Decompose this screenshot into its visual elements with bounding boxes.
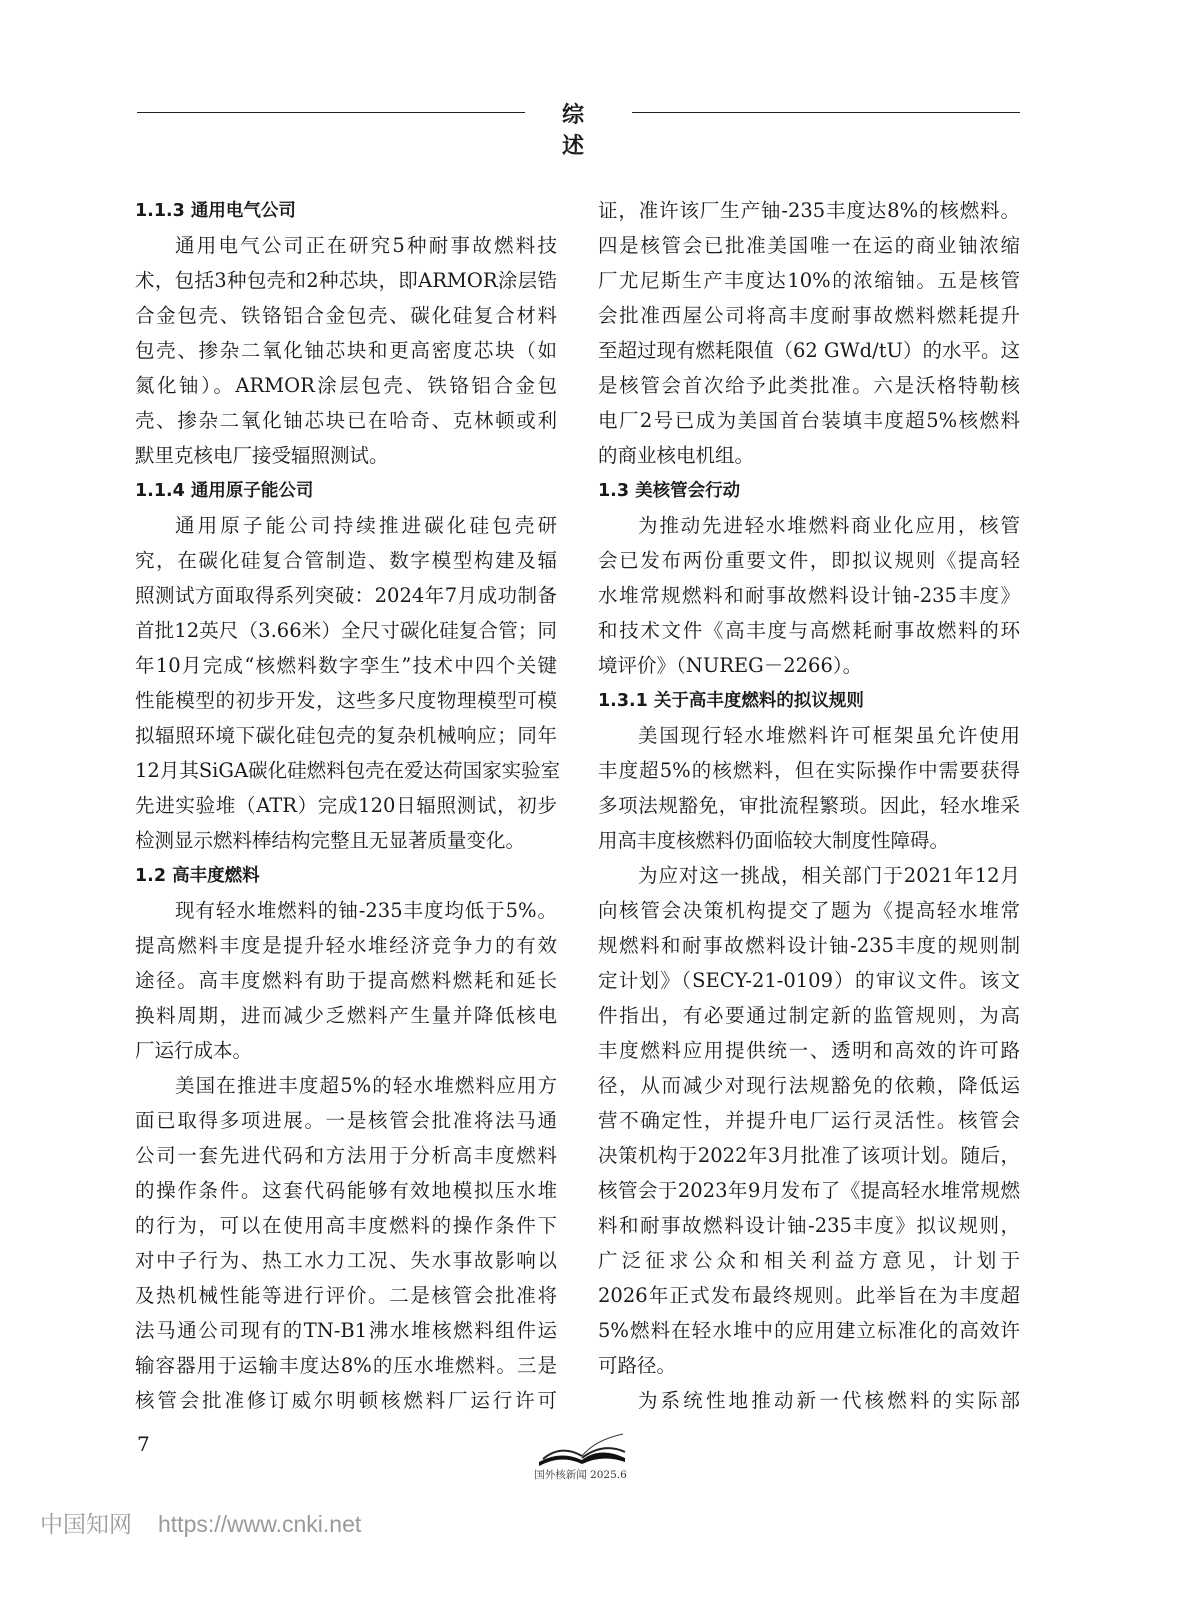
paragraph-line: 厂尤尼斯生产丰度达10%的浓缩铀。五是核管: [598, 269, 1020, 292]
paragraph-line: 为推动先进轻水堆燃料商业化应用，核管: [638, 514, 1020, 537]
paragraph-line: 会已发布两份重要文件，即拟议规则《提高轻: [598, 549, 1020, 572]
paragraph-line: 提高燃料丰度是提升轻水堆经济竞争力的有效: [135, 934, 557, 957]
paragraph-line: 首批12英尺（3.66米）全尺寸碳化硅复合管；同: [135, 619, 557, 642]
paragraph-line: 营不确定性，并提升电厂运行灵活性。核管会: [598, 1109, 1020, 1132]
paragraph-line: 核管会批准修订威尔明顿核燃料厂运行许可: [135, 1389, 557, 1412]
header-rule-right: [632, 112, 1020, 113]
page-number: 7: [137, 1432, 150, 1456]
paragraph-line: 拟辐照环境下碳化硅包壳的复杂机械响应；同年: [135, 724, 557, 747]
watermark-url: https://www.cnki.net: [158, 1511, 362, 1537]
paragraph-line: 的操作条件。这套代码能够有效地模拟压水堆: [135, 1179, 557, 1202]
paragraph-line: 广泛征求公众和相关利益方意见，计划于: [598, 1249, 1020, 1272]
paragraph-line: 先进实验堆（ATR）完成120日辐照测试，初步: [135, 794, 557, 817]
paragraph-line: 美国现行轻水堆燃料许可框架虽允许使用: [638, 724, 1020, 747]
paragraph-line: 为系统性地推动新一代核燃料的实际部: [638, 1389, 1020, 1412]
paragraph-line: 术，包括3种包壳和2种芯块，即ARMOR涂层锆: [135, 269, 557, 292]
paragraph-line: 用高丰度核燃料仍面临较大制度性障碍。: [598, 829, 950, 852]
paragraph-line: 向核管会决策机构提交了题为《提高轻水堆常: [598, 899, 1020, 922]
paragraph-line: 检测显示燃料棒结构完整且无显著质量变化。: [135, 829, 526, 852]
left-column: [135, 196, 561, 1421]
paragraph-line: 面已取得多项进展。一是核管会批准将法马通: [135, 1109, 557, 1132]
paragraph-line: 年10月完成“核燃料数字孪生”技术中四个关键: [135, 654, 557, 677]
paragraph-line: 合金包壳、铁铬铝合金包壳、碳化硅复合材料: [135, 304, 557, 327]
paragraph-line: 5%燃料在轻水堆中的应用建立标准化的高效许: [598, 1319, 1020, 1342]
paragraph-line: 及热机械性能等进行评价。二是核管会批准将: [135, 1284, 557, 1307]
paragraph-line: 为应对这一挑战，相关部门于2021年12月: [638, 864, 1020, 887]
paragraph-line: 规燃料和耐事故燃料设计铀-235丰度的规则制: [598, 934, 1020, 957]
paragraph-line: 和技术文件《高丰度与高燃耗耐事故燃料的环: [598, 619, 1020, 642]
paragraph-line: 氮化铀）。ARMOR涂层包壳、铁铬铝合金包: [135, 374, 557, 397]
paragraph-line: 公司一套先进代码和方法用于分析高丰度燃料: [135, 1144, 557, 1167]
paragraph-line: 究，在碳化硅复合管制造、数字模型构建及辐: [135, 549, 557, 572]
header-rule-left: [137, 112, 525, 113]
paragraph-line: 默里克核电厂接受辐照测试。: [135, 444, 389, 467]
paragraph-line: 厂运行成本。: [135, 1039, 253, 1062]
section-heading: 1.1.4 通用原子能公司: [135, 481, 314, 501]
paragraph-line: 美国在推进丰度超5%的轻水堆燃料应用方: [175, 1074, 557, 1097]
paragraph-line: 电厂2号已成为美国首台装填丰度超5%核燃料: [598, 409, 1020, 432]
paragraph-line: 会批准西屋公司将高丰度耐事故燃料燃耗提升: [598, 304, 1020, 327]
section-heading: 1.2 高丰度燃料: [135, 866, 260, 886]
paragraph-line: 定计划》（SECY-21-0109）的审议文件。该文: [598, 969, 1020, 992]
paragraph-line: 证，准许该厂生产铀-235丰度达8%的核燃料。: [598, 199, 1020, 222]
paragraph-line: 丰度超5%的核燃料，但在实际操作中需要获得: [598, 759, 1020, 782]
paragraph-line: 照测试方面取得系列突破：2024年7月成功制备: [135, 584, 557, 607]
section-heading: 1.1.3 通用电气公司: [135, 201, 296, 221]
watermark-name: 中国知网: [40, 1511, 132, 1537]
journal-issue: 国外核新闻 2025.6: [534, 1469, 627, 1481]
paragraph-line: 多项法规豁免，审批流程繁琐。因此，轻水堆采: [598, 794, 1020, 817]
paragraph-line: 件指出，有必要通过制定新的监管规则，为高: [598, 1004, 1020, 1027]
paragraph-line: 通用原子能公司持续推进碳化硅包壳研: [175, 514, 557, 537]
paragraph-line: 途径。高丰度燃料有助于提高燃料燃耗和延长: [135, 969, 557, 992]
paragraph-line: 换料周期，进而减少乏燃料产生量并降低核电: [135, 1004, 557, 1027]
paragraph-line: 四是核管会已批准美国唯一在运的商业铀浓缩: [598, 234, 1020, 257]
paragraph-line: 核管会于2023年9月发布了《提高轻水堆常规燃: [598, 1179, 1020, 1202]
section-title: 综 述: [561, 103, 594, 159]
paragraph-line: 可路径。: [598, 1354, 677, 1377]
paragraph-line: 径，从而减少对现行法规豁免的依赖，降低运: [598, 1074, 1020, 1097]
paragraph-line: 性能模型的初步开发，这些多尺度物理模型可模: [135, 689, 557, 712]
paragraph-line: 至超过现有燃耗限值（62 GWd/tU）的水平。这: [598, 339, 1020, 362]
paragraph-line: 是核管会首次给予此类批准。六是沃格特勒核: [598, 374, 1020, 397]
paragraph-line: 决策机构于2022年3月批准了该项计划。随后，: [598, 1144, 1020, 1167]
paragraph-line: 现有轻水堆燃料的铀-235丰度均低于5%。: [175, 899, 557, 922]
section-heading: 1.3.1 关于高丰度燃料的拟议规则: [598, 691, 864, 711]
paragraph-line: 丰度燃料应用提供统一、透明和高效的许可路: [598, 1039, 1020, 1062]
paragraph-line: 法马通公司现有的TN-B1沸水堆核燃料组件运: [135, 1319, 557, 1342]
paragraph-line: 料和耐事故燃料设计铀-235丰度》拟议规则，: [598, 1214, 1020, 1237]
open-book-logo-icon: [535, 1432, 630, 1468]
paragraph-line: 境评价》（NUREG－2266）。: [598, 654, 863, 677]
paragraph-line: 输容器用于运输丰度达8%的压水堆燃料。三是: [135, 1354, 557, 1377]
right-column: [598, 196, 1020, 1421]
paragraph-line: 的商业核电机组。: [598, 444, 755, 467]
paragraph-line: 壳、掺杂二氧化铀芯块已在哈奇、克林顿或利: [135, 409, 557, 432]
paragraph-line: 的行为，可以在使用高丰度燃料的操作条件下: [135, 1214, 557, 1237]
watermark: [40, 1506, 387, 1539]
paragraph-line: 12月其SiGA碳化硅燃料包壳在爱达荷国家实验室: [135, 759, 561, 782]
paragraph-line: 对中子行为、热工水力工况、失水事故影响以: [135, 1249, 557, 1272]
section-heading: 1.3 美核管会行动: [598, 481, 741, 501]
paragraph-line: 包壳、掺杂二氧化铀芯块和更高密度芯块（如: [135, 339, 557, 362]
paragraph-line: 2026年正式发布最终规则。此举旨在为丰度超: [598, 1284, 1020, 1307]
paragraph-line: 水堆常规燃料和耐事故燃料设计铀-235丰度》: [598, 584, 1020, 607]
paragraph-line: 通用电气公司正在研究5种耐事故燃料技: [175, 234, 557, 257]
